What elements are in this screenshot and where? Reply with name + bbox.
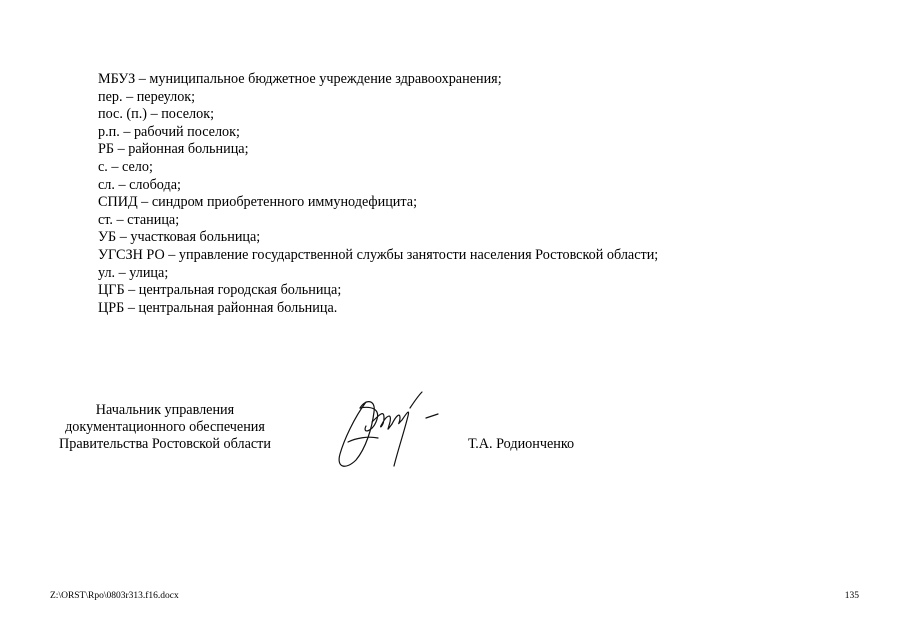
abbreviation-item: р.п. – рабочий поселок; bbox=[98, 123, 240, 140]
abbreviation-item: ст. – станица; bbox=[98, 211, 180, 228]
abbreviation-item: ЦГБ – центральная городская больница; bbox=[98, 282, 342, 299]
signer-position-line: Правительства Ростовской области bbox=[59, 435, 271, 452]
footer-file-path: Z:\ORST\Rpo\0803r313.f16.docx bbox=[50, 591, 179, 601]
abbreviation-item: РБ – районная больница; bbox=[98, 141, 249, 158]
abbreviation-item: пер. – переулок; bbox=[98, 88, 196, 105]
abbreviation-item: МБУЗ – муниципальное бюджетное учреждение здравоохранения; bbox=[98, 71, 502, 87]
abbreviation-item: сл. – слобода; bbox=[98, 176, 181, 193]
abbreviation-item: ул. – улица; bbox=[98, 264, 169, 281]
signer-position-line: документационного обеспечения bbox=[65, 418, 265, 435]
abbreviation-item: УГСЗН РО – управление государственной службы занятости населения Ростовской области; bbox=[98, 246, 659, 263]
abbreviation-item: с. – село; bbox=[98, 158, 153, 175]
signer-position-line: Начальник управления bbox=[95, 402, 235, 418]
abbreviation-item: УБ – участковая больница; bbox=[98, 229, 261, 246]
signer-position bbox=[40, 402, 290, 452]
abbreviation-item: СПИД – синдром приобретенного иммунодефицита; bbox=[98, 194, 418, 211]
signer-name: Т.А. Родионченко bbox=[468, 436, 575, 452]
handwritten-signature bbox=[326, 388, 446, 480]
abbreviation-list bbox=[98, 71, 658, 317]
page-number: 135 bbox=[844, 591, 859, 601]
abbreviation-item: ЦРБ – центральная районная больница. bbox=[98, 299, 338, 316]
abbreviation-item: пос. (п.) – поселок; bbox=[98, 106, 215, 123]
